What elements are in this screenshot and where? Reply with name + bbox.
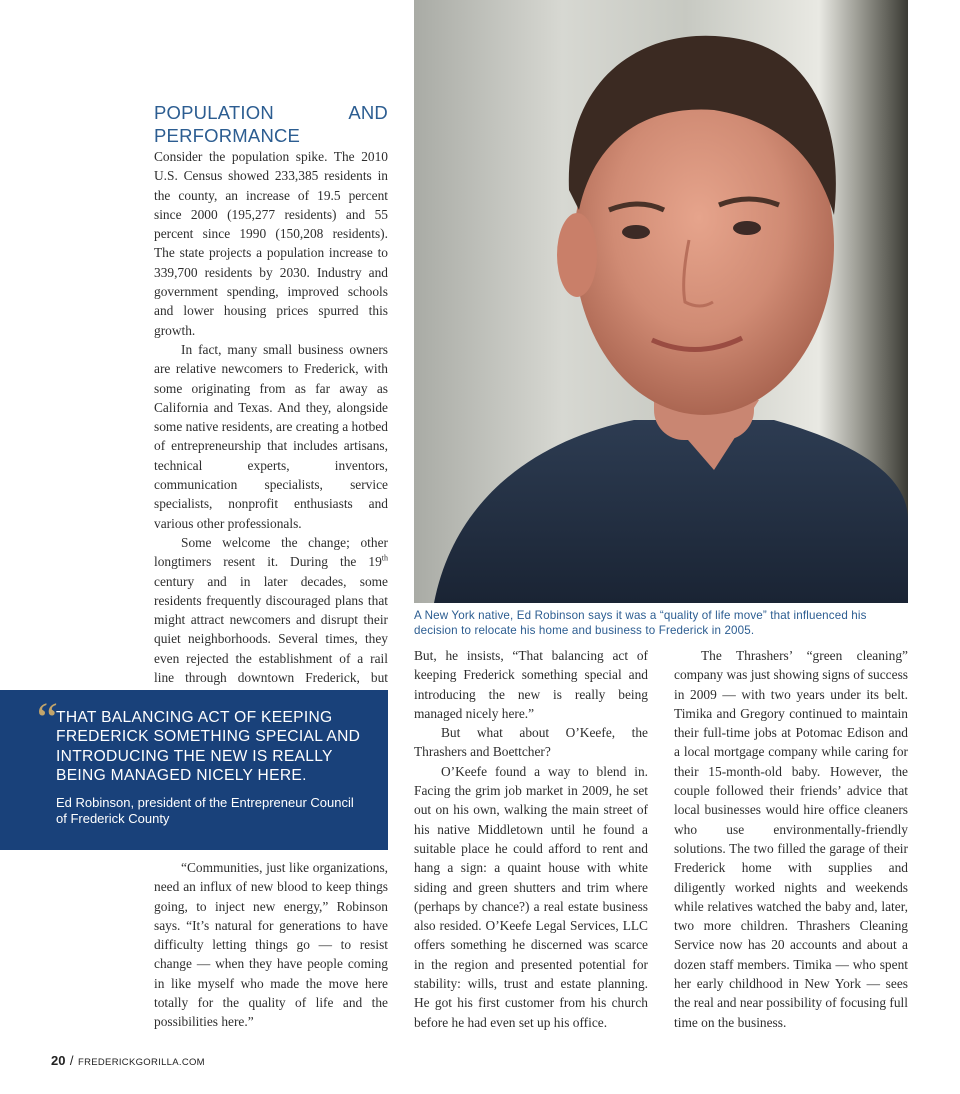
paragraph: But what about O’Keefe, the Thrashers and Boettcher? — [414, 725, 648, 760]
article-column-middle — [414, 646, 648, 1032]
paragraph: O’Keefe found a way to blend in. Facing the grim job market in 2009, he set out on his own, walking the main street of his native Middletown until he found a suitable place he could afford to rent and hang a sign: a quaint house with white siding and green shutters and trim where (perhaps by chance?) a real estate business also resided. O’Keefe Legal Services, LLC offers something he discerned was scarce in the region and presented potential for stability: wills, trust and estate planning. He got his first customer from his church before he had even set up his office. — [414, 763, 648, 1030]
photo-caption: A New York native, Ed Robinson says it was a “quality of life move” that influenced his decision to relocate his home and business to Frederick in 2005. — [414, 609, 867, 637]
paragraph: In fact, many small business owners are relative newcomers to Frederick, with some originating from as far away as California and Texas. And they, alongside some native residents, are creating a hotbed of entrepreneurship that includes artisans, technical experts, inventors, communication specialists, service specialists, nonprofit enthusiasts and various other professionals. — [154, 341, 388, 531]
superscript: th — [381, 553, 388, 563]
portrait-photo — [414, 0, 908, 603]
paragraph: The Thrashers’ “green cleaning” company was just showing signs of success in 2009 — with two years under its belt. Timika and Gregory continued to maintain their full-time jobs at Potomac Edison and a local mortgage company while caring for their 15-month-old baby. However, the couple followed their friends’ advice that local businesses would hire office cleaners who use environmentally-friendly solutions. The two filled the garage of their Frederick home with supplies and diligently worked nights and weekends while relatives watched the baby and, later, two more children. Thrashers Cleaning Service now has 20 accounts and about a dozen staff members. Timika — who spent her early childhood in New York — sees the real and near possibility of focusing full time on the business. — [674, 648, 908, 1030]
paragraph: Consider the population spike. The 2010 U.S. Census showed 233,385 residents in the county, an increase of 19.5 percent since 2000 (195,277 residents) and 55 percent since 1990 (150,208 residents). The state projects a population increase to 339,700 residents by 2030. Industry and government spending, improved schools and lower housing prices spurred this growth. — [154, 149, 388, 338]
paragraph: Some welcome the change; other longtimers resent it. During the 19th century and in later decades, some residents frequently discouraged plans that might attract newcomers and disrupt their quiet neighborhoods. Several times, they even rejected the establishment of a rail line through downtown Frederick, but — [154, 534, 388, 686]
page-footer — [51, 1052, 205, 1070]
article-column-right — [674, 646, 908, 1032]
photo-illustration — [414, 0, 908, 603]
page-number: 20 — [51, 1053, 66, 1068]
footer-separator: / — [69, 1053, 74, 1068]
pull-quote-attribution: Ed Robinson, president of the Entrepreneur Council of Frederick County — [56, 794, 354, 827]
website-link[interactable]: FREDERICKGORILLA.COM — [78, 1057, 205, 1068]
pull-quote — [0, 690, 388, 850]
paragraph: “Communities, just like organizations, need an influx of new blood to keep things going, to inject new energy,” Robinson says. “It’s natural for generations to have difficulty letting things go — to resist change — when they have people coming in like myself who made the move here totally for the quality of life and the possibilities here.” — [154, 860, 388, 1030]
article-column-left-lower — [154, 858, 388, 1032]
article-column-left — [154, 97, 388, 707]
paragraph: But, he insists, “That balancing act of keeping Frederick something special and introducing the new is really being managed nicely here.” — [414, 648, 648, 721]
quote-mark-icon: “ — [32, 693, 59, 746]
pull-quote-text: THAT BALANCING ACT OF KEEPING FREDERICK SOMETHING SPECIAL AND INTRODUCING THE NEW IS REALLY BEING MANAGED NICELY HERE. — [56, 709, 361, 785]
section-heading: POPULATION AND PERFORMANCE — [154, 102, 388, 146]
